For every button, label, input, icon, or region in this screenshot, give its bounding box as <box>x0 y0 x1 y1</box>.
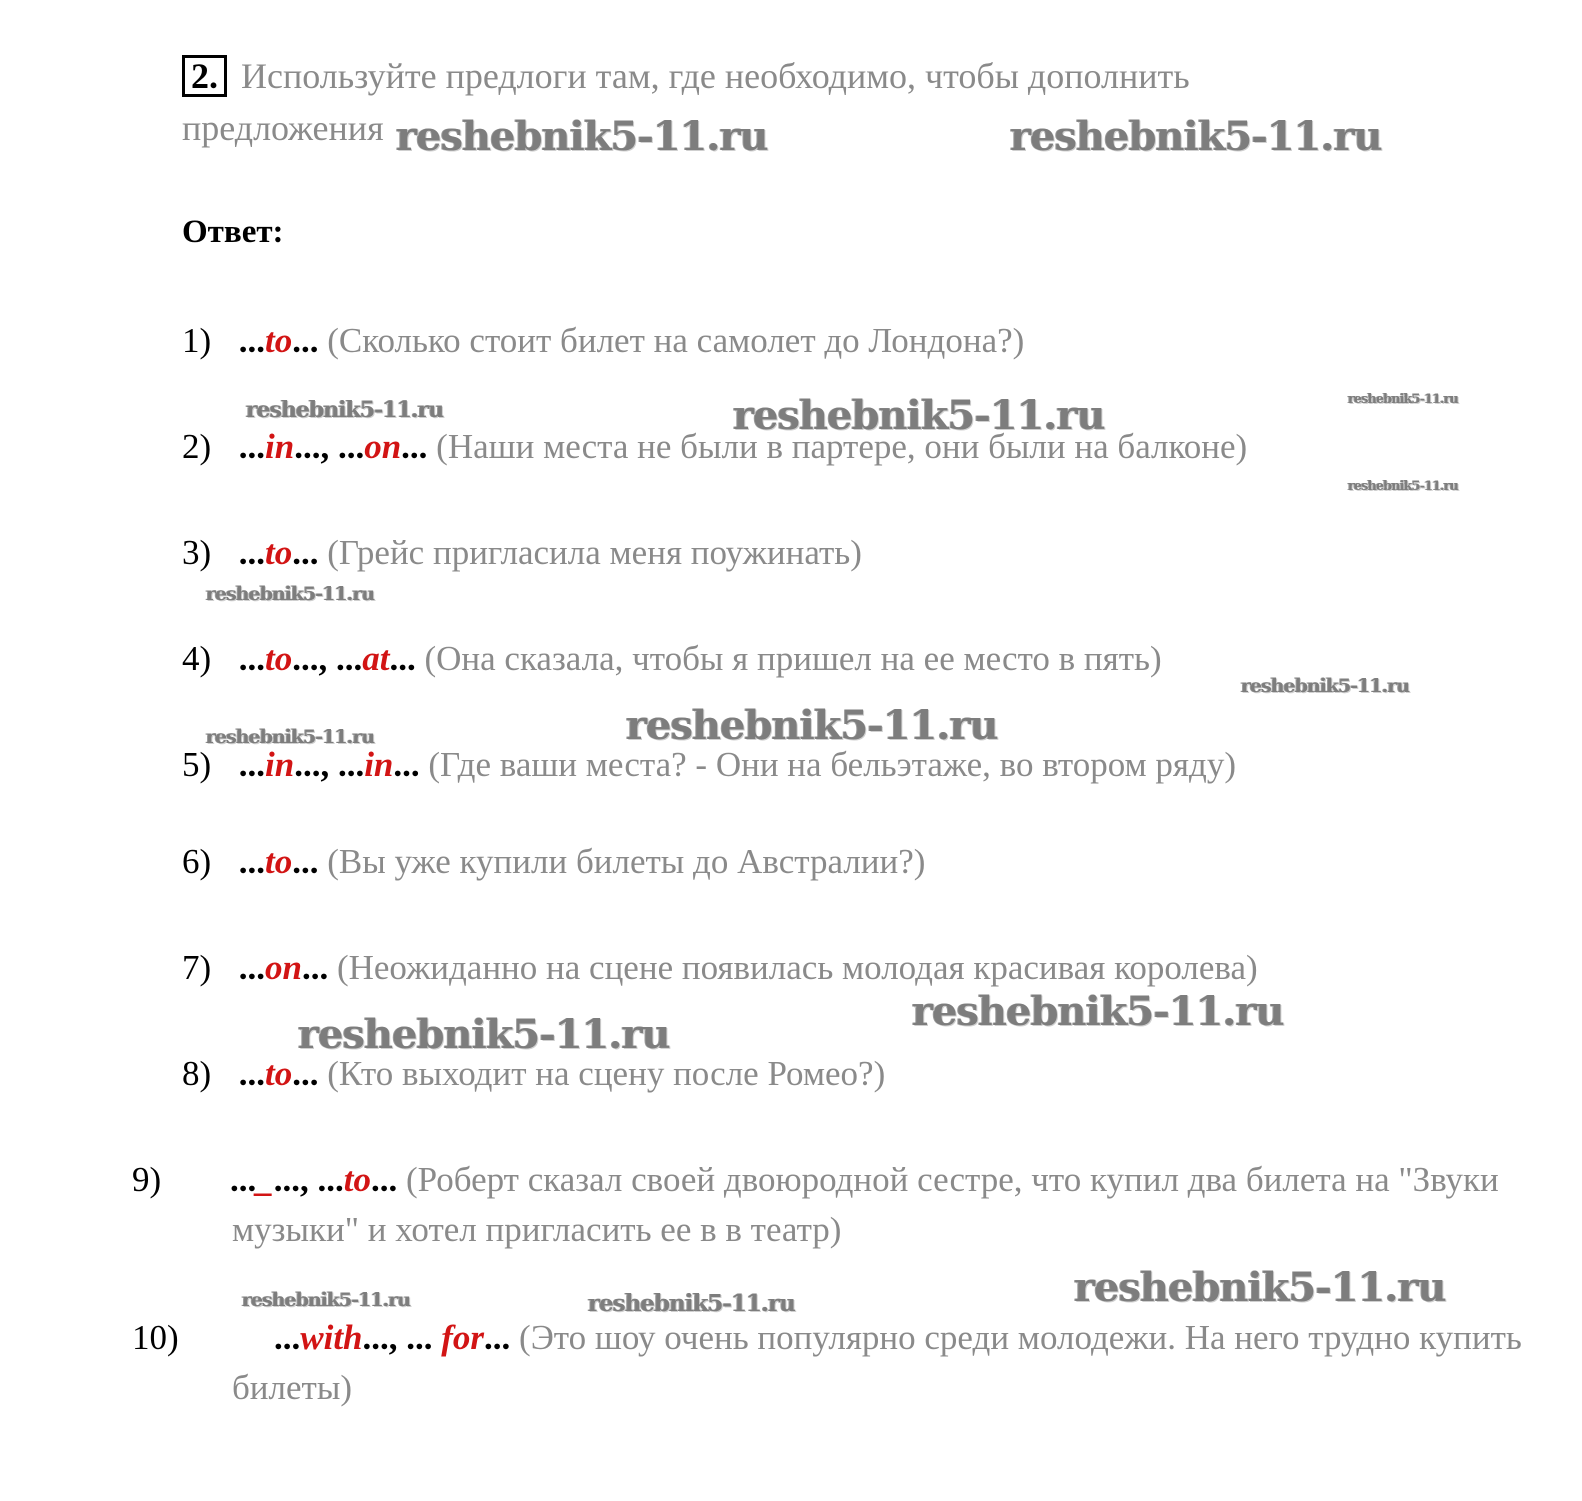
item-number: 10) <box>132 1318 179 1357</box>
answer-item-10: 10) ...with..., ... for... (Это шоу очень популярно среди молодежи. На него трудно купить билеты) <box>182 1313 1522 1413</box>
item-number: 5) <box>182 745 212 784</box>
answer-word: to <box>265 533 293 572</box>
task-number: 2. <box>182 55 227 97</box>
watermark: reshebnik5-11.ru <box>396 113 768 160</box>
answer-word: to <box>265 639 293 678</box>
watermark: reshebnik5-11.ru <box>242 1289 411 1311</box>
watermark: reshebnik5-11.ru <box>1348 392 1459 407</box>
answer-item-9: 9) ..._..., ...to... (Роберт сказал своей двоюродной сестре, что купил два билета на "Звуки музыки" и хотел пригласить ее в в театр) <box>182 1155 1522 1255</box>
answer-word: in <box>265 745 295 784</box>
watermark: reshebnik5-11.ru <box>206 583 375 605</box>
answer-separator: ..., ... <box>294 745 365 784</box>
item-translation: (Неожиданно на сцене появилась молодая красивая королева) <box>336 948 1258 987</box>
answer-item-4: 4) ...to..., ...at... (Она сказала, чтобы я пришел на ее место в пять) <box>182 634 1162 684</box>
watermark: reshebnik5-11.ru <box>588 1290 795 1317</box>
answer-word: to <box>343 1160 371 1199</box>
item-number: 1) <box>182 321 212 360</box>
watermark: reshebnik5-11.ru <box>206 726 375 748</box>
answer-word: on <box>364 427 402 466</box>
answer-separator: ..., ... <box>273 1160 344 1199</box>
task-text: Используйте предлоги там, где необходимо, чтобы дополнить <box>241 56 1190 96</box>
answer-item-3: 3) ...to... (Грейс пригласила меня поужинать) <box>182 528 862 578</box>
item-number: 8) <box>182 1054 212 1093</box>
watermark: reshebnik5-11.ru <box>1074 1264 1446 1311</box>
answer-item-5: 5) ...in..., ...in... (Где ваши места? - Они на бельэтаже, во втором ряду) <box>182 740 1236 790</box>
answer-word: to <box>265 321 293 360</box>
item-number: 7) <box>182 948 212 987</box>
answer-word: on <box>265 948 302 987</box>
answer-word: to <box>265 1054 293 1093</box>
answer-word: with <box>300 1318 363 1357</box>
item-translation: (Кто выходит на сцену после Ромео?) <box>327 1054 886 1093</box>
answer-title: Ответ: <box>182 214 284 250</box>
answer-separator: ..., ... <box>362 1318 442 1357</box>
item-number: 6) <box>182 842 212 881</box>
item-translation: (Роберт сказал своей двоюродной сестре, что купил два билета на "Звуки музыки" и хотел пригласить ее в в театр) <box>232 1160 1499 1249</box>
answer-item-1: 1) ...to... (Сколько стоит билет на самолет до Лондона?) <box>182 316 1024 366</box>
answer-item-7: 7) ...on... (Неожиданно на сцене появилась молодая красивая королева) <box>182 943 1258 993</box>
item-translation: (Грейс пригласила меня поужинать) <box>327 533 862 572</box>
watermark: reshebnik5-11.ru <box>626 702 998 749</box>
item-translation: (Сколько стоит билет на самолет до Лондона?) <box>327 321 1025 360</box>
item-translation: (Где ваши места? - Они на бельэтаже, во втором ряду) <box>428 745 1236 784</box>
item-translation: (Она сказала, чтобы я пришел на ее место в пять) <box>424 639 1162 678</box>
answer-word: _ <box>256 1160 274 1199</box>
watermark: reshebnik5-11.ru <box>298 1011 670 1058</box>
answer-item-2: 2) ...in..., ...on... (Наши места не были в партере, они были на балконе) <box>182 422 1247 472</box>
item-translation: (Наши места не были в партере, они были на балконе) <box>436 427 1248 466</box>
item-translation: (Это шоу очень популярно среди молодежи. На него трудно купить билеты) <box>232 1318 1522 1407</box>
answer-item-6: 6) ...to... (Вы уже купили билеты до Австралии?) <box>182 837 925 887</box>
watermark: reshebnik5-11.ru <box>1348 479 1459 494</box>
answer-separator: ..., ... <box>294 427 365 466</box>
watermark: reshebnik5-11.ru <box>1241 675 1410 697</box>
item-translation: (Вы уже купили билеты до Австралии?) <box>327 842 926 881</box>
item-number: 9) <box>132 1160 162 1199</box>
answer-word: for <box>441 1318 485 1357</box>
answer-item-8: 8) ...to... (Кто выходит на сцену после Ромео?) <box>182 1049 885 1099</box>
item-number: 3) <box>182 533 212 572</box>
answer-word: at <box>362 639 390 678</box>
watermark: reshebnik5-11.ru <box>733 392 1105 439</box>
answer-word: in <box>265 427 295 466</box>
answer-word: to <box>265 842 293 881</box>
task-text-continued: предложения <box>182 108 384 148</box>
item-number: 4) <box>182 639 212 678</box>
watermark: reshebnik5-11.ru <box>1010 113 1382 160</box>
answer-word: in <box>364 745 394 784</box>
item-number: 2) <box>182 427 212 466</box>
watermark: reshebnik5-11.ru <box>246 397 444 423</box>
watermark: reshebnik5-11.ru <box>912 988 1284 1035</box>
answer-separator: ..., ... <box>292 639 363 678</box>
